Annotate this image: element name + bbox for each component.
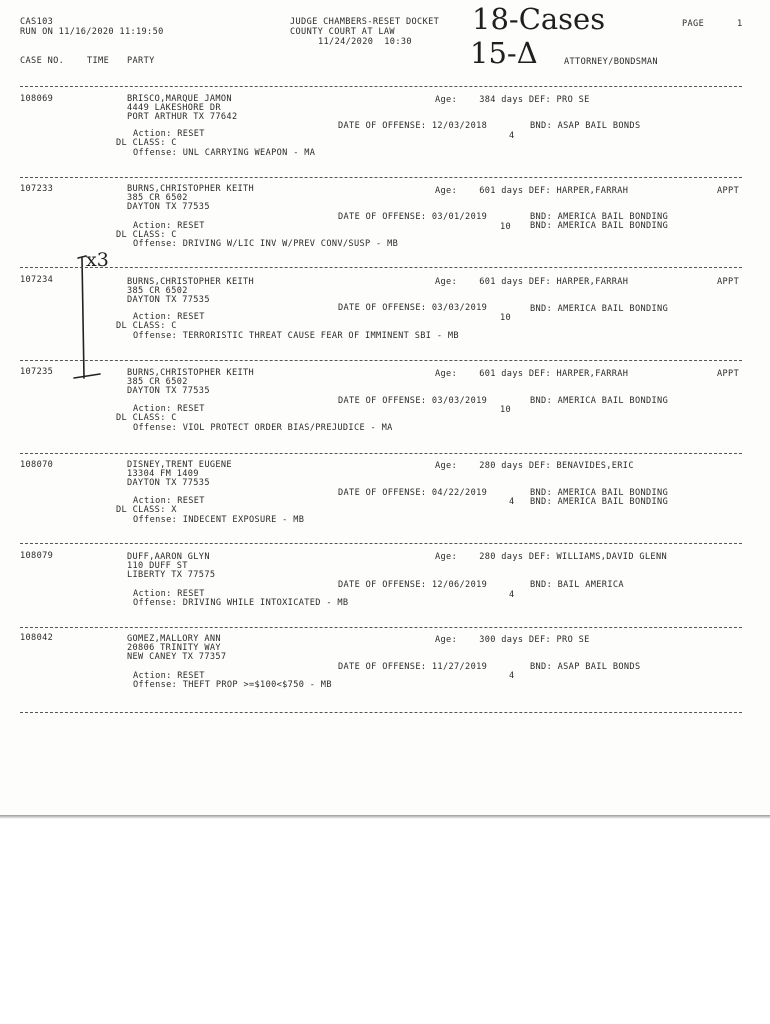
bondsman: BND: BAIL AMERICA — [530, 580, 624, 590]
party-name: BURNS,CHRISTOPHER KEITH — [127, 368, 255, 378]
dl-class: DL CLASS: X — [116, 505, 177, 515]
divider — [20, 86, 742, 87]
report-id: CAS103 — [20, 17, 54, 27]
case-number: 108042 — [20, 633, 54, 643]
case-action: Action: RESET — [133, 312, 205, 322]
case-action: Action: RESET — [133, 671, 205, 681]
bondsman: BND: AMERICA BAIL BONDING — [530, 396, 669, 406]
dl-class: DL CLASS: C — [116, 413, 177, 423]
party-name: BRISCO,MARQUE JAMON — [127, 94, 232, 104]
divider — [20, 627, 742, 628]
bondsman: BND: AMERICA BAIL BONDING — [530, 488, 669, 498]
bondsman: BND: ASAP BAIL BONDS — [530, 662, 641, 672]
offense-date: DATE OF OFFENSE: 03/03/2019 — [338, 396, 488, 406]
party-address-line2: PORT ARTHUR TX 77642 — [127, 112, 238, 122]
case-number: 108070 — [20, 460, 54, 470]
docket-datetime: 11/24/2020 10:30 — [318, 37, 412, 47]
run-timestamp: RUN ON 11/16/2020 11:19:50 — [20, 27, 164, 37]
party-address-line1: 385 CR 6502 — [127, 193, 188, 203]
offense: Offense: UNL CARRYING WEAPON - MA — [133, 148, 316, 158]
party-address-line1: 13304 FM 1409 — [127, 469, 199, 479]
divider — [20, 453, 742, 454]
party-address-line2: DAYTON TX 77535 — [127, 386, 210, 396]
handwritten-bracket-mark — [70, 252, 110, 387]
dl-class: DL CLASS: C — [116, 321, 177, 331]
case-age-defense: Age: 601 days DEF: HARPER,FARRAH — [435, 186, 629, 196]
case-number: 107235 — [20, 367, 54, 377]
bondsman-secondary: BND: AMERICA BAIL BONDING — [530, 221, 669, 231]
party-address-line1: 110 DUFF ST — [127, 561, 188, 571]
party-name: GOMEZ,MALLORY ANN — [127, 634, 221, 644]
handwritten-delta-count: 15-Δ — [470, 36, 538, 70]
case-age-defense: Age: 300 days DEF: PRO SE — [435, 635, 590, 645]
case-count: 4 — [509, 131, 515, 141]
handwritten-x3-note: x3 — [86, 249, 109, 271]
offense-date: DATE OF OFFENSE: 03/03/2019 — [338, 303, 488, 313]
divider — [20, 360, 742, 361]
page-number: 1 — [737, 19, 743, 29]
divider — [20, 543, 742, 544]
party-address-line2: NEW CANEY TX 77357 — [127, 652, 227, 662]
handwritten-cases-count: 18-Cases — [472, 2, 606, 36]
case-number: 108069 — [20, 94, 54, 104]
party-address-line1: 385 CR 6502 — [127, 377, 188, 387]
case-count: 4 — [509, 497, 515, 507]
divider — [20, 267, 742, 268]
case-action: Action: RESET — [133, 589, 205, 599]
case-number: 108079 — [20, 551, 54, 561]
offense-date: DATE OF OFFENSE: 04/22/2019 — [338, 488, 488, 498]
party-name: BURNS,CHRISTOPHER KEITH — [127, 277, 255, 287]
col-time: TIME — [87, 56, 110, 66]
col-case-no: CASE NO. — [20, 56, 65, 66]
bondsman: BND: AMERICA BAIL BONDING — [530, 212, 669, 222]
party-address-line1: 20806 TRINITY WAY — [127, 643, 221, 653]
col-party: PARTY — [127, 56, 155, 66]
bondsman: BND: ASAP BAIL BONDS — [530, 121, 641, 131]
party-address-line2: LIBERTY TX 77575 — [127, 570, 216, 580]
case-number: 107233 — [20, 184, 54, 194]
court-name: COUNTY COURT AT LAW — [290, 27, 395, 37]
col-attorney: ATTORNEY/BONDSMAN — [564, 57, 658, 67]
case-count: 4 — [509, 671, 515, 681]
offense-date: DATE OF OFFENSE: 12/03/2018 — [338, 121, 488, 131]
bondsman-secondary: BND: AMERICA BAIL BONDING — [530, 497, 669, 507]
case-action: Action: RESET — [133, 221, 205, 231]
case-count: 10 — [500, 405, 512, 415]
case-age-defense: Age: 280 days DEF: BENAVIDES,ERIC — [435, 461, 634, 471]
page-edge — [0, 815, 770, 819]
bondsman: BND: AMERICA BAIL BONDING — [530, 304, 669, 314]
party-address-line1: 4449 LAKESHORE DR — [127, 103, 221, 113]
appointed-flag: APPT — [717, 186, 740, 196]
case-count: 4 — [509, 590, 515, 600]
appointed-flag: APPT — [717, 277, 740, 287]
case-count: 10 — [500, 222, 512, 232]
offense: Offense: TERRORISTIC THREAT CAUSE FEAR OF IMMINENT SBI - MB — [133, 331, 459, 341]
case-age-defense: Age: 601 days DEF: HARPER,FARRAH — [435, 369, 629, 379]
offense: Offense: VIOL PROTECT ORDER BIAS/PREJUDICE - MA — [133, 423, 393, 433]
case-action: Action: RESET — [133, 129, 205, 139]
case-age-defense: Age: 601 days DEF: HARPER,FARRAH — [435, 277, 629, 287]
offense: Offense: THEFT PROP >=$100<$750 - MB — [133, 680, 332, 690]
appointed-flag: APPT — [717, 369, 740, 379]
divider — [20, 712, 742, 713]
case-age-defense: Age: 384 days DEF: PRO SE — [435, 95, 590, 105]
case-age-defense: Age: 280 days DEF: WILLIAMS,DAVID GLENN — [435, 552, 668, 562]
divider — [20, 177, 742, 178]
case-action: Action: RESET — [133, 404, 205, 414]
dl-class: DL CLASS: C — [116, 138, 177, 148]
case-number: 107234 — [20, 275, 54, 285]
party-name: DISNEY,TRENT EUGENE — [127, 460, 232, 470]
party-address-line2: DAYTON TX 77535 — [127, 478, 210, 488]
party-address-line2: DAYTON TX 77535 — [127, 202, 210, 212]
offense: Offense: INDECENT EXPOSURE - MB — [133, 515, 305, 525]
case-count: 10 — [500, 313, 512, 323]
party-name: DUFF,AARON GLYN — [127, 552, 210, 562]
dl-class: DL CLASS: C — [116, 230, 177, 240]
party-address-line1: 385 CR 6502 — [127, 286, 188, 296]
offense-date: DATE OF OFFENSE: 11/27/2019 — [338, 662, 488, 672]
offense-date: DATE OF OFFENSE: 12/06/2019 — [338, 580, 488, 590]
party-name: BURNS,CHRISTOPHER KEITH — [127, 184, 255, 194]
docket-title: JUDGE CHAMBERS-RESET DOCKET — [290, 17, 440, 27]
offense-date: DATE OF OFFENSE: 03/01/2019 — [338, 212, 488, 222]
case-action: Action: RESET — [133, 496, 205, 506]
offense: Offense: DRIVING W/LIC INV W/PREV CONV/SUSP - MB — [133, 239, 399, 249]
party-address-line2: DAYTON TX 77535 — [127, 295, 210, 305]
page-label: PAGE — [682, 19, 705, 29]
offense: Offense: DRIVING WHILE INTOXICATED - MB — [133, 598, 349, 608]
